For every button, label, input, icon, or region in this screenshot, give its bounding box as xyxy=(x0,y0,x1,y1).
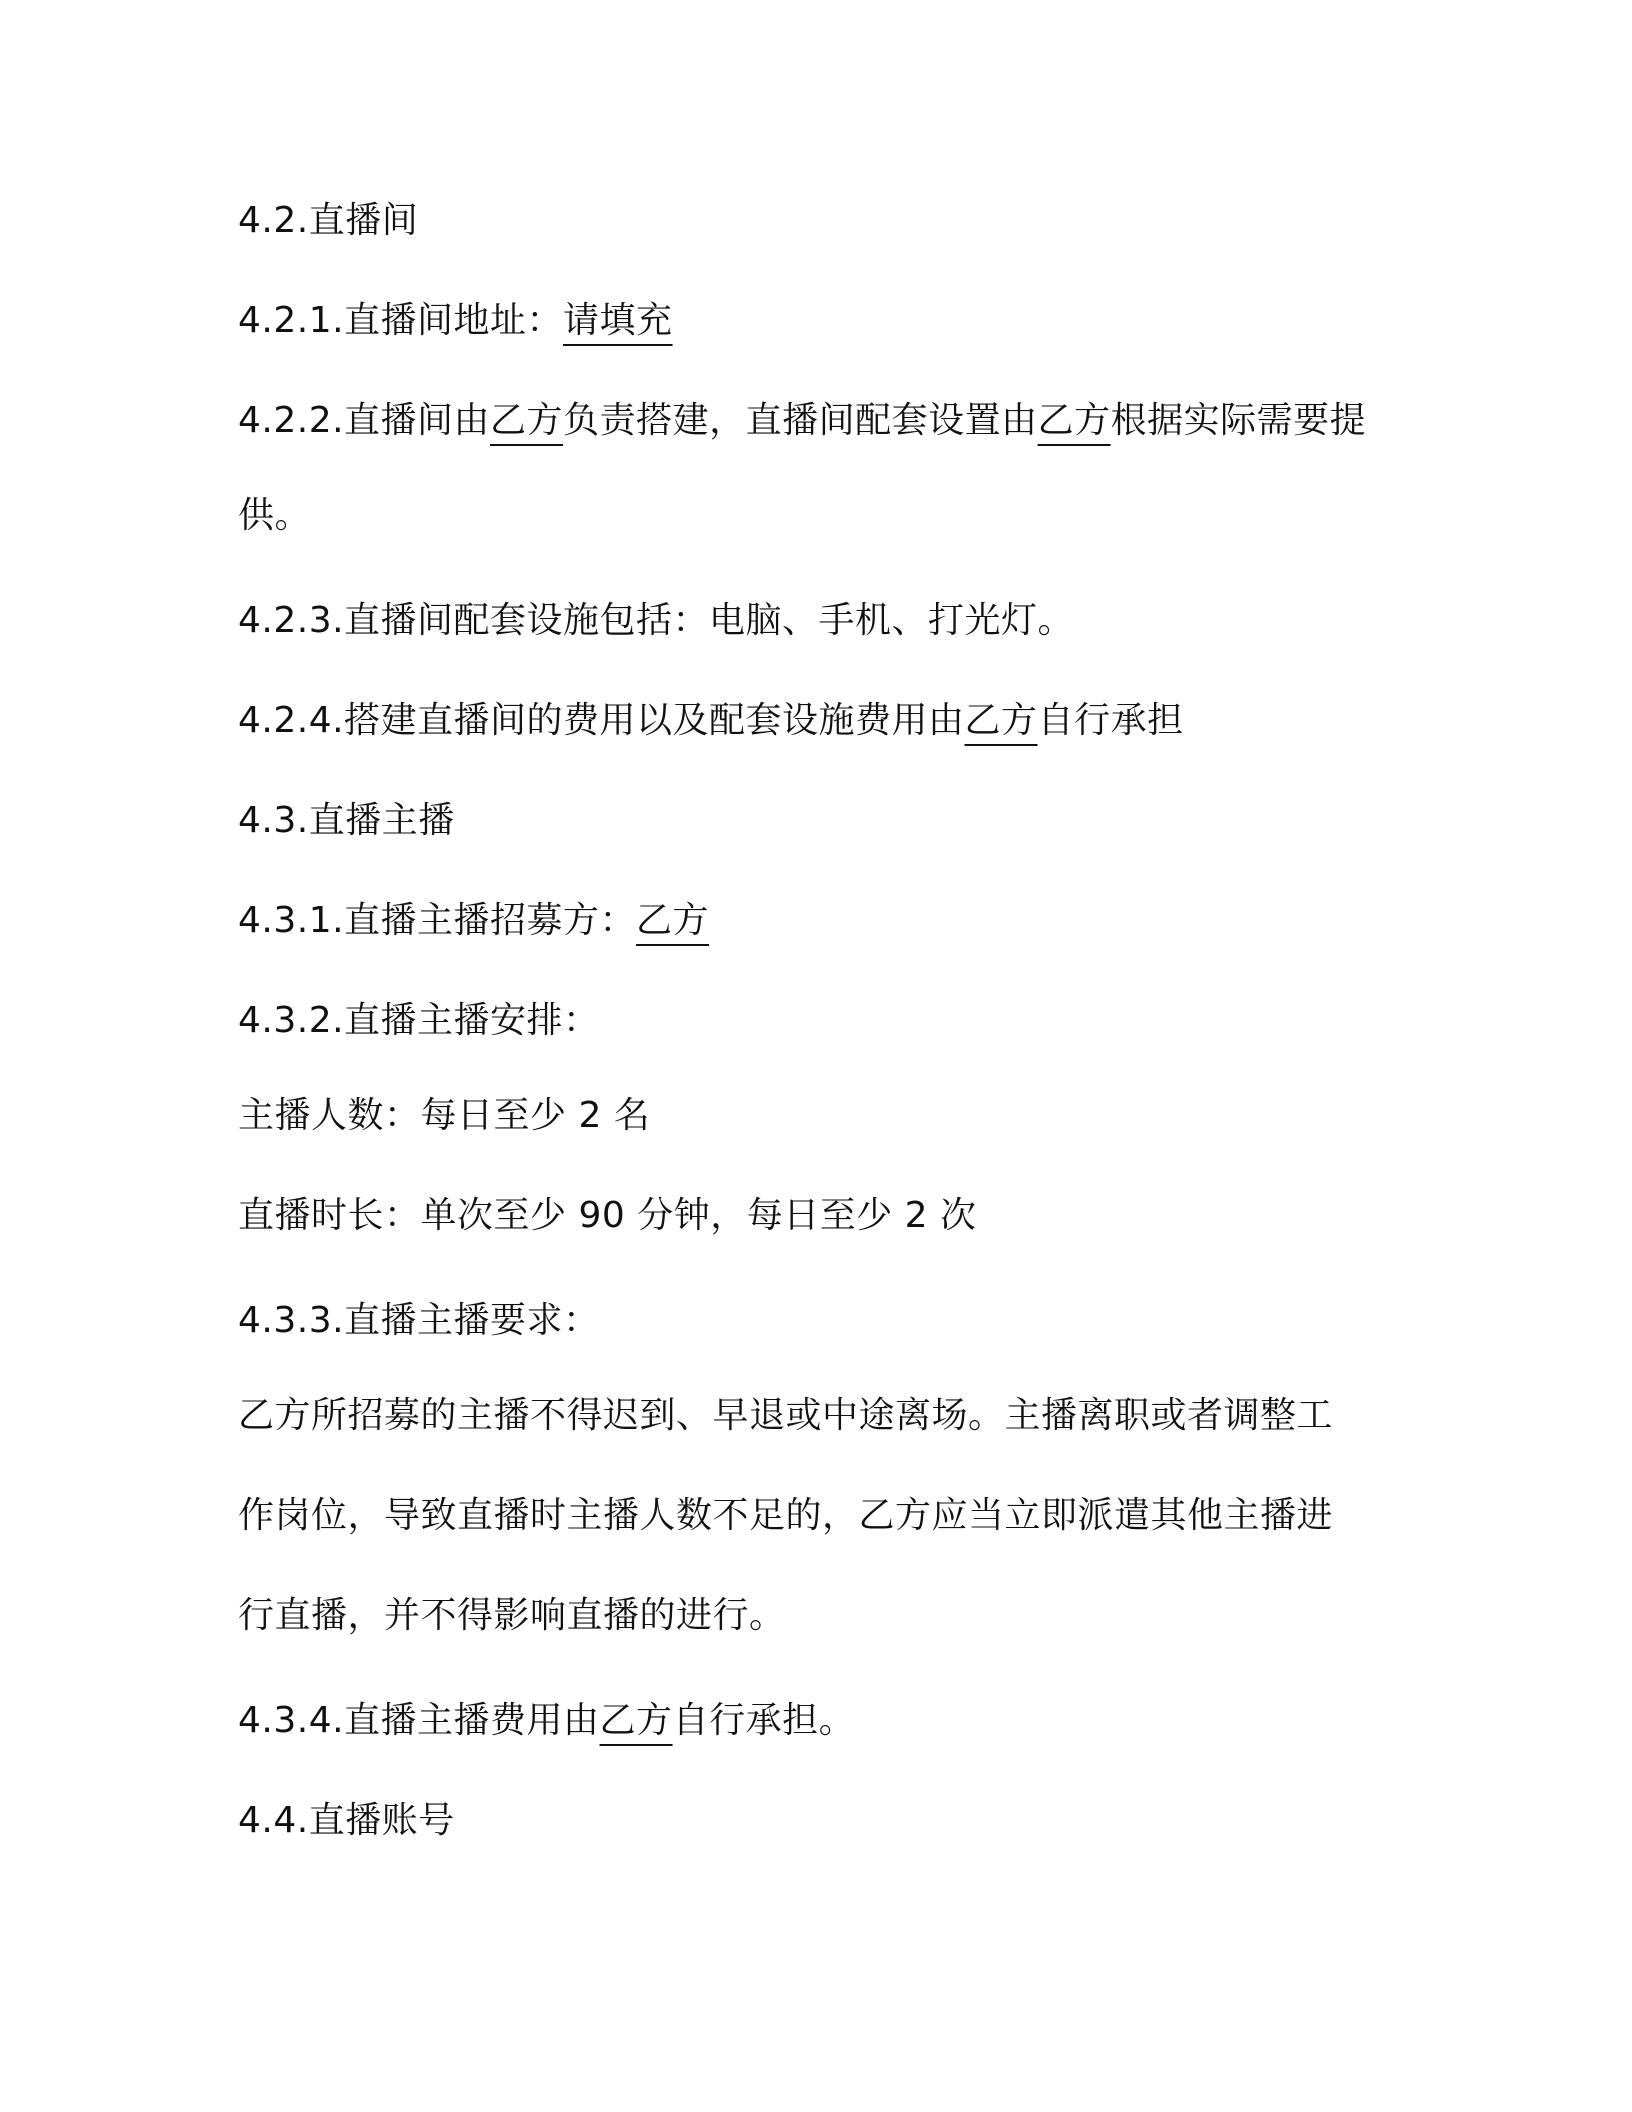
anchor-count-line: 主播人数：每日至少 2 名 xyxy=(238,1095,651,1136)
clause-4-3-1: 4.3.1.直播主播招募方：乙方 xyxy=(238,900,710,941)
requirements-paragraph-line-2: 作岗位，导致直播时主播人数不足的，乙方应当立即派遣其他主播进 xyxy=(238,1495,1334,1536)
clause-4-2-1: 4.2.1.直播间地址：请填充 xyxy=(238,300,673,341)
fill-in-field: 请填充 xyxy=(563,300,673,341)
clause-4-2-3: 4.2.3.直播间配套设施包括：电脑、手机、打光灯。 xyxy=(238,600,1075,641)
clause-4-2-4: 4.2.4.搭建直播间的费用以及配套设施费用由乙方自行承担 xyxy=(238,700,1184,741)
requirements-paragraph-line-3: 行直播，并不得影响直播的进行。 xyxy=(238,1595,786,1636)
heading-4-3: 4.3.直播主播 xyxy=(238,800,455,841)
heading-4-4: 4.4.直播账号 xyxy=(238,1800,455,1841)
clause-4-3-3: 4.3.3.直播主播要求： xyxy=(238,1300,600,1341)
clause-4-2-2: 4.2.2.直播间由乙方负责搭建，直播间配套设置由乙方根据实际需要提 xyxy=(238,400,1367,441)
requirements-paragraph-line-1: 乙方所招募的主播不得迟到、早退或中途离场。主播离职或者调整工 xyxy=(238,1395,1334,1436)
party-b-field: 乙方 xyxy=(964,700,1038,741)
party-b-field: 乙方 xyxy=(599,1700,673,1741)
broadcast-duration-line: 直播时长：单次至少 90 分钟，每日至少 2 次 xyxy=(238,1195,977,1236)
party-b-field: 乙方 xyxy=(1037,400,1111,441)
clause-4-2-2-continued: 供。 xyxy=(238,495,312,536)
heading-4-2: 4.2.直播间 xyxy=(238,200,419,241)
clause-4-3-2: 4.3.2.直播主播安排： xyxy=(238,1000,600,1041)
party-b-field: 乙方 xyxy=(490,400,564,441)
party-b-field: 乙方 xyxy=(636,900,710,941)
clause-4-3-4: 4.3.4.直播主播费用由乙方自行承担。 xyxy=(238,1700,856,1741)
